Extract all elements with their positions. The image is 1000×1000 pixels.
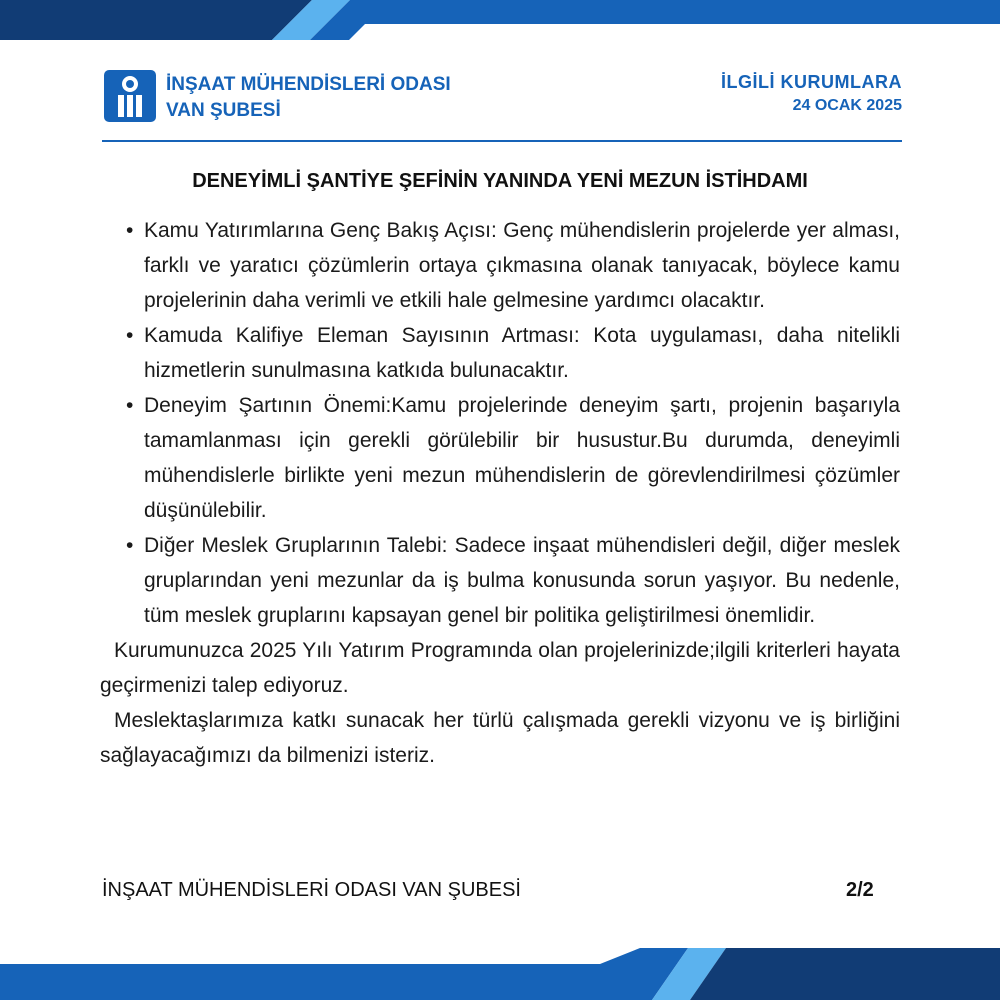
bullet-icon: • — [126, 219, 134, 242]
bullet-item — [100, 528, 900, 633]
bottom-corner-decoration — [0, 948, 1000, 1000]
letter-body — [100, 213, 900, 773]
bullet-list — [100, 213, 900, 633]
org-name-line2: VAN ŞUBESİ — [166, 100, 281, 121]
bullet-text: Diğer Meslek Gruplarının Talebi: Sadece inşaat mühendisleri değil, diğer meslek gruplarından yeni mezunlar da iş bulma konusunda sorun yaşıyor. Bu nedenle, tüm meslek gruplarını kapsayan genel bir politika geliştirilmesi önemlidir. — [144, 534, 900, 627]
header-divider — [102, 140, 902, 142]
bullet-item — [100, 318, 900, 388]
request-paragraph: Kurumunuzca 2025 Yılı Yatırım Programında olan projelerinizde;ilgili kriterleri hayata geçirmenizi talep ediyoruz. — [100, 639, 900, 697]
letter-date: 24 OCAK 2025 — [792, 97, 902, 114]
bullet-icon: • — [126, 324, 134, 347]
org-name — [166, 72, 451, 124]
bullet-icon: • — [126, 394, 134, 417]
top-corner-decoration — [0, 0, 1000, 40]
org-name-line1: İNŞAAT MÜHENDİSLERİ ODASI — [166, 74, 451, 95]
bullet-item — [100, 388, 900, 528]
footer-org-name: İNŞAAT MÜHENDİSLERİ ODASI VAN ŞUBESİ — [102, 879, 521, 901]
closing-paragraph: Meslektaşlarımıza katkı sunacak her türlü çalışmada gerekli vizyonu ve iş birliğini sağlayacağımızı da bilmenizi isteriz. — [100, 709, 900, 767]
bullet-text: Deneyim Şartının Önemi:Kamu projelerinde deneyim şartı, projenin başarıyla tamamlanması için gerekli görülebilir bir husustur.Bu durumda, deneyimli mühendislerle birlikte yeni mezun mühendislerin de görevlendirilmesi çözümler düşünülebilir. — [144, 394, 900, 522]
chamber-logo — [104, 70, 156, 122]
bullet-text: Kamuda Kalifiye Eleman Sayısının Artması: Kota uygulaması, daha nitelikli hizmetlerin sunulmasına katkıda bulunacaktır. — [144, 324, 900, 382]
document-title: DENEYİMLİ ŞANTİYE ŞEFİNİN YANINDA YENİ MEZUN İSTİHDAMI — [192, 170, 808, 192]
recipient: İLGİLİ KURUMLARA — [721, 72, 902, 92]
bullet-text: Kamu Yatırımlarına Genç Bakış Açısı: Genç mühendislerin projelerde yer alması, farklı ve yaratıcı çözümlerin ortaya çıkmasına olanak tanıyacak, böylece kamu projelerinin daha verimli ve etkili hale gelmesine yardımcı olacaktır. — [144, 219, 900, 312]
bullet-icon: • — [126, 534, 134, 557]
bullet-item — [100, 213, 900, 318]
page-number: 2/2 — [846, 879, 874, 901]
letter-meta — [721, 70, 902, 118]
